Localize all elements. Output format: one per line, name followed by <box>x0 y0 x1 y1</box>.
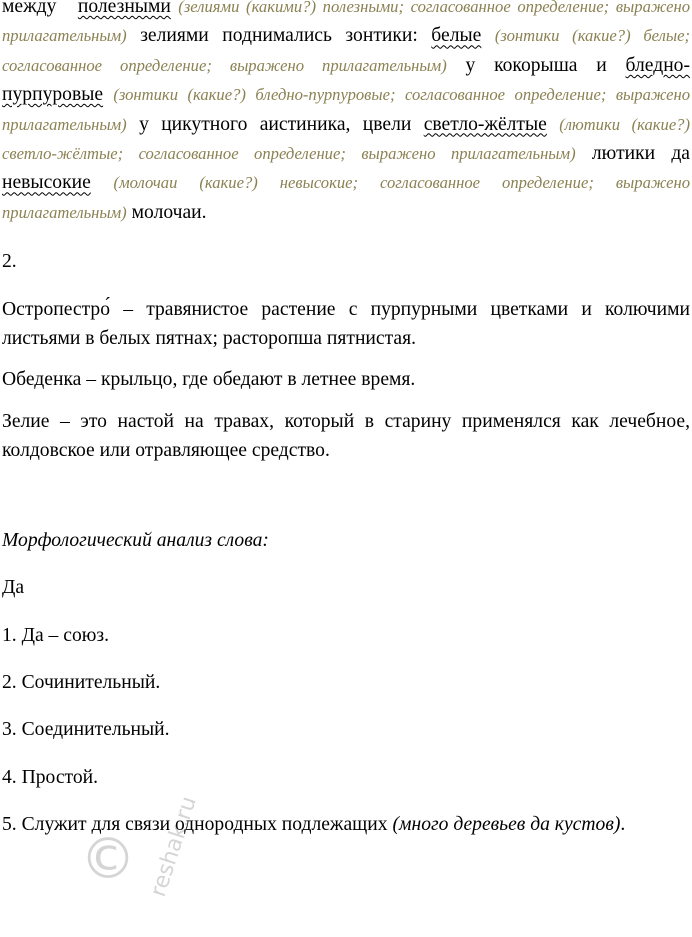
definition-zelie: Зелие – это настой на травах, который в старину применялся как лечебное, колдовское или отравляющее средство. <box>2 410 690 462</box>
watermark-text: reshak.ru <box>145 793 202 900</box>
text-word: у цикутного аистиника, цвели <box>139 113 412 135</box>
copyright-symbol: © <box>80 827 136 892</box>
underlined-word: белые <box>431 25 482 47</box>
morph-word: Да <box>2 577 25 599</box>
morph-item-3: 3. Соединительный. <box>2 719 170 741</box>
text-word: между <box>2 0 57 17</box>
section-number: 2. <box>2 251 17 273</box>
text-word: у кокорыша и <box>465 54 607 76</box>
parse-note: (зелиями (какими?) полезными; согласованное определение; выражено прилагательным) <box>2 0 690 46</box>
morph-heading: Морфологический анализ слова: <box>2 529 269 551</box>
morph-item-5-example: (много деревьев да кустов) <box>392 814 621 836</box>
parse-note: (молочаи (какие?) невысокие; согласованное определение; выражено прилагательным) <box>2 173 690 222</box>
parse-note: (зонтики (какие?) бледно-пурпуровые; согласованное определение; выражено прилагательным) <box>2 85 690 134</box>
parse-note: (лютики (какие?) светло-жёлтые; согласованное определение; выражено прилагательным) <box>2 114 691 164</box>
morph-item-5 <box>2 810 690 839</box>
text-word: молочаи. <box>131 201 207 223</box>
text-word: зелиями поднимались зонтики: <box>140 25 418 47</box>
morph-item-5-end: . <box>620 814 626 836</box>
underlined-word: невысокие <box>2 172 91 194</box>
morph-item-2: 2. Сочинительный. <box>2 671 161 693</box>
underlined-word: полезными <box>77 0 171 17</box>
document-page <box>2 0 690 840</box>
definition-ostropestro: Остропестро́ – травянистое растение с пурпурными цветками и колючими листьями в белых пятнах; расторопша пятнистая. <box>2 298 690 350</box>
underlined-word: светло-жёлтые <box>423 113 547 135</box>
text-word: лютики да <box>591 143 691 165</box>
morph-item-1: 1. Да – союз. <box>2 624 110 646</box>
morph-item-4: 4. Простой. <box>2 766 99 788</box>
analysis-paragraph <box>2 0 690 227</box>
morph-item-5-text: 5. Служит для связи однородных подлежащих <box>2 814 388 836</box>
parse-note: (зонтики (какие?) белые; согласованное определение; выражено прилагательным) <box>2 26 690 75</box>
underlined-word: бледно-пурпуровые <box>2 54 691 106</box>
definition-obedenka: Обеденка – крыльцо, где обедают в летнее время. <box>2 369 416 391</box>
